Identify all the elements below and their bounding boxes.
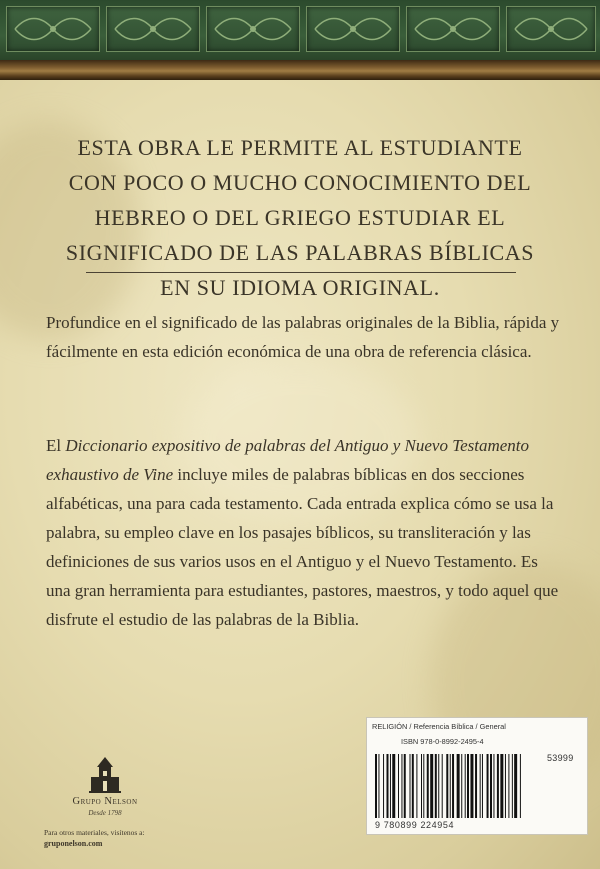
ornament-panel (6, 6, 100, 52)
isbn-text: ISBN 978-0-8992-2495-4 (401, 737, 484, 746)
footer-text: Para otros materiales, visítenos a: (44, 828, 145, 837)
ornament-panel (206, 6, 300, 52)
divider-rule (86, 272, 516, 273)
book-title-italic: Diccionario expositivo de palabras del Antiguo y Nuevo Testamento exhaustivo de Vine (46, 436, 530, 484)
ornament-panel (306, 6, 400, 52)
bronze-trim-band (0, 60, 600, 80)
barcode-bars (373, 754, 581, 820)
description-body: incluye miles de palabras bíblicas en dos secciones alfabéticas, una para cada testamento. Cada entrada explica cómo se usa la palabra, su empleo clave en los pasajes bíblicos, su transliteración y las definiciones de sus varios usos en el Antiguo y el Nuevo Testamento. Es una gran herramienta para estudiantes, pastores, maestros, y todo aquel que disfrute el estudio de las palabras de la Biblia. (46, 465, 559, 629)
description-intro: El (46, 436, 66, 455)
building-icon (85, 755, 125, 795)
category-text: RELIGIÓN / Referencia Bíblica / General (372, 722, 506, 731)
price-code: 53999 (547, 753, 574, 763)
intro-paragraph: Profundice en el significado de las palabras originales de la Biblia, rápida y fácilmente en esta edición económica de una obra de referencia clásica. (46, 313, 560, 361)
description-paragraph (46, 431, 561, 634)
cover-headline: ESTA OBRA LE PERMITE AL ESTUDIANTE CON POCO O MUCHO CONOCIMIENTO DEL HEBREO O DEL GRIEGO ESTUDIAR EL SIGNIFICADO DE LAS PALABRAS BÍBLICAS EN SU IDIOMA ORIGINAL. (65, 135, 535, 300)
ornament-panel (506, 6, 596, 52)
ornament-panel (406, 6, 500, 52)
publisher-since: Desde 1798 (88, 809, 122, 817)
barcode-label (366, 717, 588, 835)
green-leather-band (0, 0, 600, 60)
publisher-logo (60, 755, 150, 799)
ornament-panel (106, 6, 200, 52)
barcode-number: 9 780899 224954 (375, 820, 455, 830)
publisher-name: Grupo Nelson (72, 796, 138, 807)
website-link[interactable]: gruponelson.com (44, 839, 103, 848)
